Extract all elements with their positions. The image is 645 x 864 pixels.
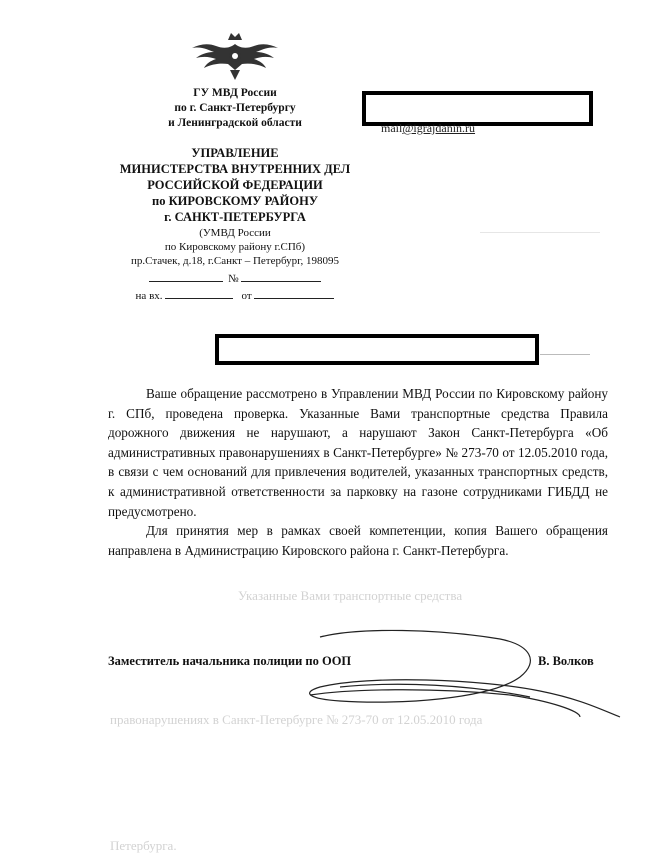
bleed-through-text: правонарушениях в Санкт-Петербурге № 273-70 от 12.05.2010 года: [110, 712, 483, 727]
email-prefix: mail: [381, 121, 403, 135]
org-line: ГУ МВД России: [193, 87, 277, 99]
from-label: от: [241, 290, 252, 302]
incoming-number-line: [120, 289, 350, 302]
number-blank: [241, 272, 321, 282]
body-paragraph: Ваше обращение рассмотрено в Управлении МВД России по Кировскому району г. СПб, проведена проверка. Указанные Вами транспортные средства Правила дорожного движения не нарушают, а нарушают Закон Санкт-Петербурга «Об административных правонарушениях в Санкт-Петербурге» № 273-70 от 12.05.2010 года, в связи с чем оснований для привлечения водителей, указанных транспортных средств, к административной ответственности за парковку на газоне сотрудниками ГИБДД не предусмотрено.: [108, 386, 608, 519]
number-sign: №: [228, 273, 239, 285]
scan-artifact: [540, 354, 590, 355]
recipient-email: [381, 121, 475, 136]
scan-artifact: [480, 232, 600, 233]
signatory-name: В. Волков: [538, 654, 594, 668]
organization-header: [120, 86, 350, 131]
handwritten-signature: [280, 625, 640, 735]
dept-line: МИНИСТЕРСТВА ВНУТРЕННИХ ДЕЛ: [119, 162, 351, 176]
signatory-title: Заместитель начальника полиции по ООП: [108, 654, 352, 668]
redacted-recipient-name: [215, 334, 539, 365]
incoming-blank: [165, 289, 233, 299]
dept-line: по КИРОВСКОМУ РАЙОНУ: [152, 194, 318, 208]
date-blank: [149, 272, 223, 282]
eagle-emblem-icon: [190, 30, 280, 82]
department-header: [100, 145, 370, 225]
org-line: по г. Санкт-Петербургу: [174, 102, 296, 114]
address-line: пр.Стачек, д.18, г.Санкт – Петербург, 198095: [131, 255, 339, 267]
department-address: [100, 226, 370, 268]
body-paragraph: Для принятия мер в рамках своей компетенции, копия Вашего обращения направлена в Администрацию Кировского района г. Санкт-Петербурга.: [108, 523, 608, 558]
dept-line: РОССИЙСКОЙ ФЕДЕРАЦИИ: [147, 178, 323, 192]
abbrev-line: (УМВД России: [199, 227, 271, 239]
bleed-through-text: Указанные Вами транспортные средства: [238, 588, 463, 603]
from-blank: [254, 289, 334, 299]
letter-body: [108, 384, 608, 560]
email-domain: @igrajdanin.ru: [402, 121, 476, 135]
outgoing-number-line: [120, 272, 350, 285]
dept-line: г. САНКТ-ПЕТЕРБУРГА: [164, 210, 306, 224]
bleed-through-text: Петербурга.: [110, 838, 177, 853]
dept-line: УПРАВЛЕНИЕ: [191, 146, 279, 160]
incoming-label: на вх.: [135, 290, 163, 302]
org-line: и Ленинградской области: [168, 117, 302, 129]
abbrev-line: по Кировскому району г.СПб): [164, 241, 306, 253]
